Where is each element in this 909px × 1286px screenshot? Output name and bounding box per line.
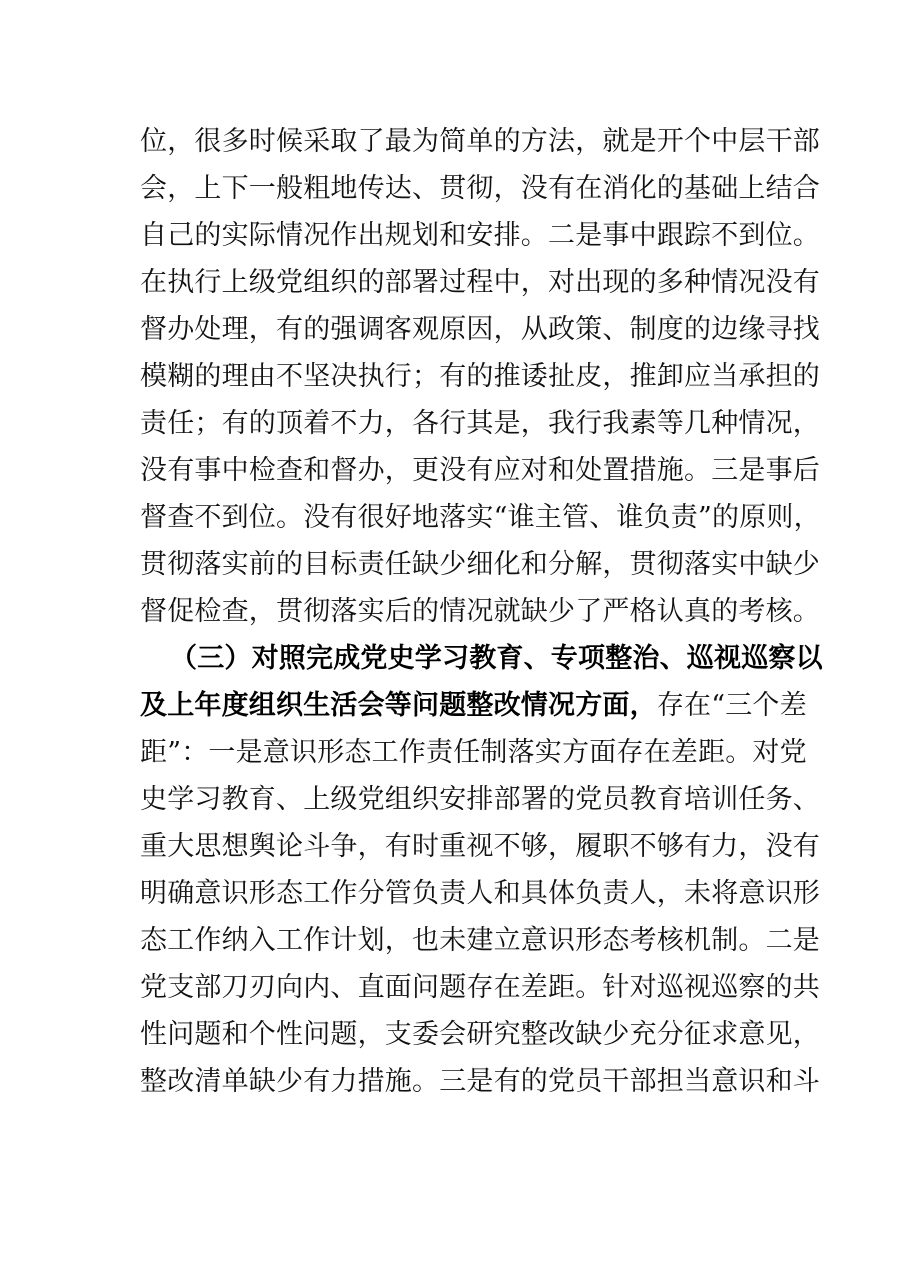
text-run: 存在“三个差 (656, 690, 807, 721)
text-line: 会，上下一般粗地传达、贯彻，没有在消化的基础上结合 (140, 173, 820, 204)
text-line: 贯彻落实前的目标责任缺少细化和分解，贯彻落实中缺少 (140, 549, 820, 580)
section-heading-text: （三）对照完成党史学习教育、专项整治、巡视巡察以 (170, 643, 823, 674)
body-text (140, 118, 823, 1105)
text-line: 责任；有的顶着不力，各行其是，我行我素等几种情况， (140, 408, 820, 439)
text-line: 明确意识形态工作分管负责人和具体负责人，未将意识形 (140, 878, 820, 909)
text-line: 位，很多时候采取了最为简单的方法，就是开个中层干部 (140, 126, 820, 157)
text-line: 党支部刀刃向内、直面问题存在差距。针对巡视巡察的共 (140, 972, 820, 1003)
text-line: 态工作纳入工作计划，也未建立意识形态考核机制。二是 (140, 925, 820, 956)
text-line: 性问题和个性问题，支委会研究整改缺少充分征求意见， (140, 1019, 820, 1050)
text-line: 距”：一是意识形态工作责任制落实方面存在差距。对党 (140, 737, 807, 768)
text-line: 重大思想舆论斗争，有时重视不够，履职不够有力，没有 (140, 831, 820, 862)
text-line: 督办处理，有的强调客观原因，从政策、制度的边缘寻找 (140, 314, 820, 345)
text-line: 没有事中检查和督办，更没有应对和处置措施。三是事后 (140, 455, 820, 486)
text-line: 督查不到位。没有很好地落实“谁主管、谁负责”的原则， (140, 502, 821, 533)
text-line: 模糊的理由不坚决执行；有的推诿扯皮，推卸应当承担的 (140, 361, 820, 392)
text-line: 整改清单缺少有力措施。三是有的党员干部担当意识和斗 (140, 1066, 820, 1097)
text-line: 在执行上级党组织的部署过程中，对出现的多种情况没有 (140, 267, 820, 298)
section-heading-line (140, 682, 807, 729)
text-line: 史学习教育、上级党组织安排部署的党员教育培训任务、 (140, 784, 820, 815)
section-heading-text: 及上年度组织生活会等问题整改情况方面， (140, 690, 657, 721)
text-line: 自己的实际情况作出规划和安排。二是事中跟踪不到位。 (140, 220, 820, 251)
section-heading-line (140, 635, 823, 682)
text-line: 督促检查，贯彻落实后的情况就缺少了严格认真的考核。 (140, 596, 820, 627)
